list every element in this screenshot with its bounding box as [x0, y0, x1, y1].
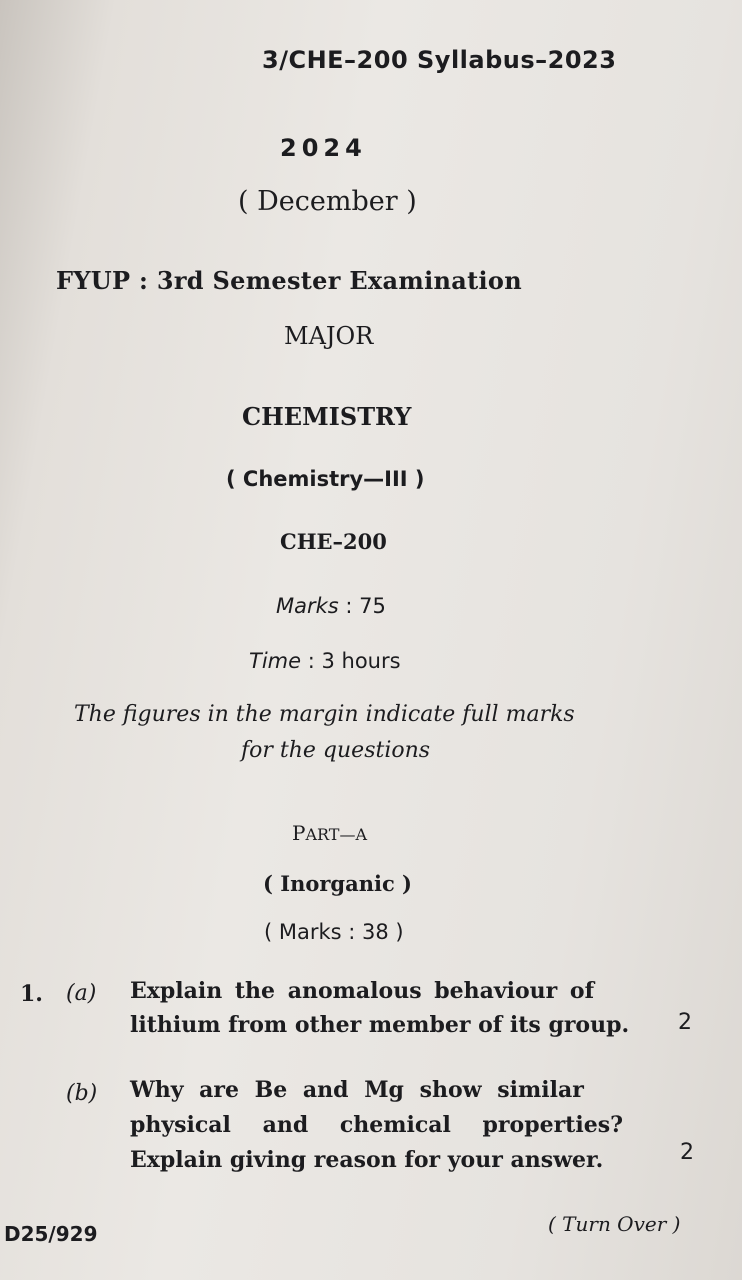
question-text-line: Explain the anomalous behaviour of — [130, 978, 595, 1004]
paper-name: ( Chemistry—III ) — [226, 467, 425, 491]
part-subtitle: ( Inorganic ) — [263, 871, 412, 896]
question-number: 1. — [20, 981, 43, 1007]
time-value: : 3 hours — [307, 649, 401, 673]
syllabus-code: 3/CHE–200 Syllabus–2023 — [262, 46, 617, 74]
exam-month: ( December ) — [238, 186, 417, 217]
exam-year: 2024 — [280, 134, 367, 162]
turn-over-note: ( Turn Over ) — [548, 1212, 681, 1236]
question-text-line: physical and chemical properties? — [130, 1112, 623, 1138]
subpart-label-a: (a) — [66, 981, 97, 1006]
part-title-rest: ART—A — [305, 825, 368, 844]
part-title — [292, 821, 367, 845]
paper-type: MAJOR — [284, 322, 374, 350]
question-marks: 2 — [680, 1140, 694, 1165]
part-marks: ( Marks : 38 ) — [264, 920, 404, 944]
question-text-line: Why are Be and Mg show similar — [130, 1077, 584, 1103]
exam-title: FYUP : 3rd Semester Examination — [56, 266, 522, 295]
paper-code-footer: D25/929 — [4, 1222, 98, 1246]
marks-value: : 75 — [345, 594, 386, 618]
total-marks — [276, 594, 386, 618]
question-text-line: Explain giving reason for your answer. — [130, 1147, 604, 1173]
instruction-line-2: for the questions — [241, 738, 431, 763]
subpart-label-b: (b) — [66, 1081, 98, 1106]
question-marks: 2 — [678, 1010, 692, 1035]
subject-title: CHEMISTRY — [242, 402, 412, 431]
exam-duration — [249, 649, 401, 673]
time-label: Time — [249, 649, 302, 673]
marks-label: Marks — [276, 594, 339, 618]
instruction-line-1: The figures in the margin indicate full marks — [74, 702, 575, 727]
question-text-line: lithium from other member of its group. — [130, 1012, 630, 1038]
course-code: CHE–200 — [280, 529, 387, 554]
part-title-prefix: P — [292, 821, 306, 845]
